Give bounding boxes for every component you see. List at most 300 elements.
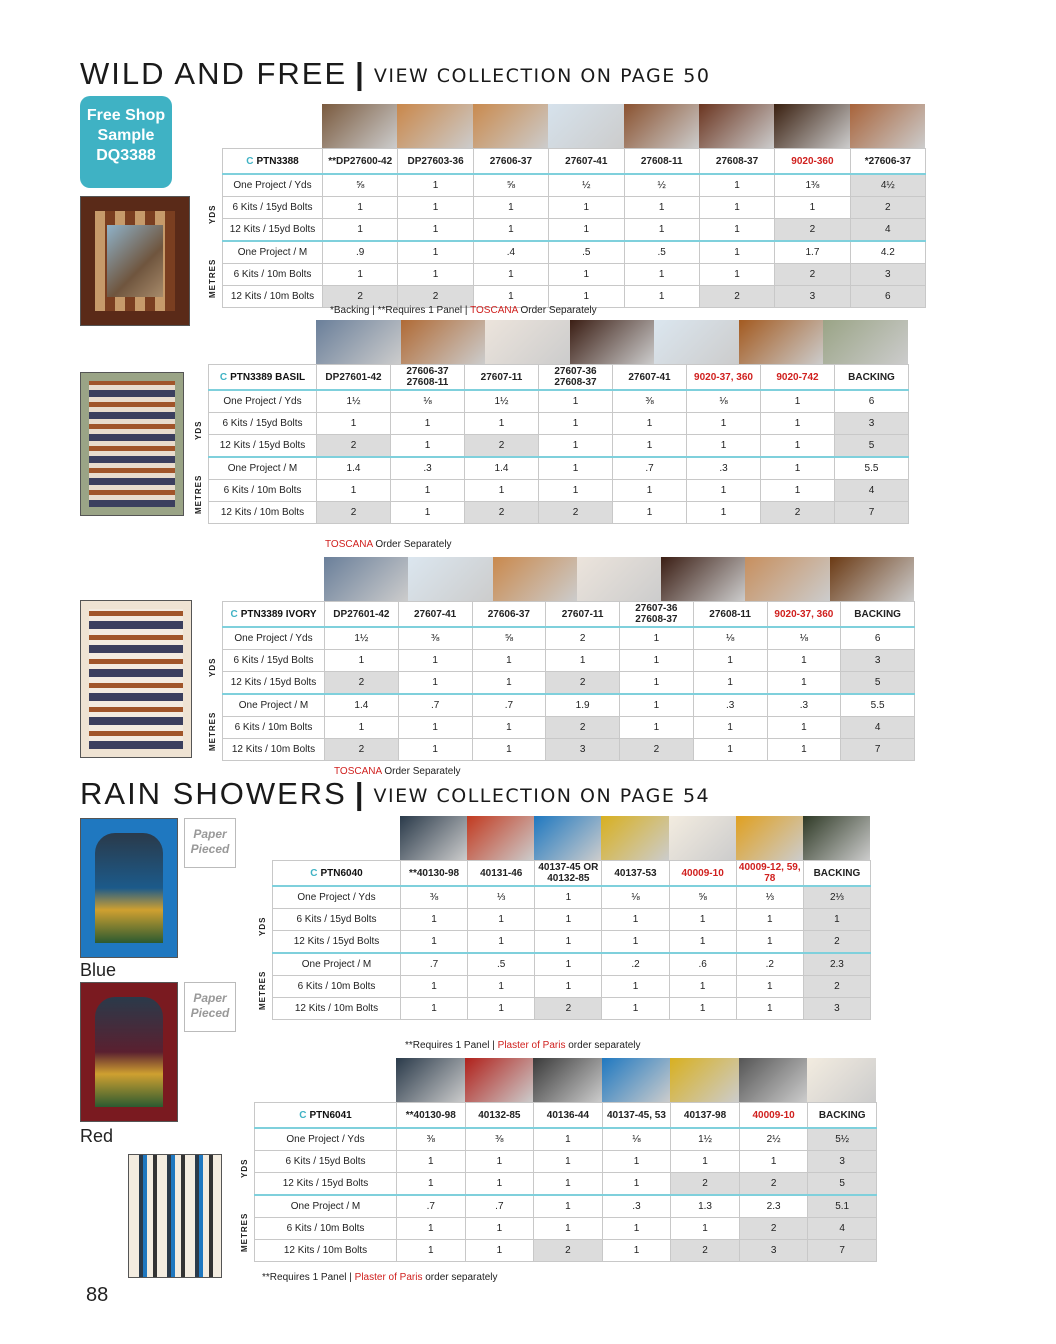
row-label: 6 Kits / 10m Bolts	[273, 976, 401, 998]
table-note: TOSCANA Order Separately	[325, 539, 452, 550]
fabric-sku-header: 40009-10	[739, 1103, 808, 1129]
row-label: 6 Kits / 15yd Bolts	[255, 1151, 397, 1173]
quantity-cell: 1	[613, 413, 687, 435]
fabric-swatch-strip	[316, 320, 908, 364]
quantity-cell: 1	[539, 413, 613, 435]
quantity-cell: 1	[539, 435, 613, 458]
fabric-sku-header: 27607-41	[398, 602, 472, 628]
quantity-cell: 1	[761, 413, 835, 435]
row-label: 12 Kits / 10m Bolts	[255, 1240, 397, 1262]
fabric-swatch	[807, 1058, 876, 1102]
quantity-cell: 1	[699, 241, 774, 264]
fabric-swatch	[534, 816, 601, 860]
quantity-cell: 1	[687, 502, 761, 524]
quantity-cell: ⅛	[693, 627, 767, 650]
row-label: 6 Kits / 15yd Bolts	[209, 413, 317, 435]
side-label-metres: METRES	[240, 1212, 249, 1252]
fabric-sku-header: DP27601-42	[317, 365, 391, 391]
quantity-cell: 1	[546, 650, 620, 672]
quilt-image-ptn6040-blue	[80, 818, 178, 958]
quantity-cell: 1	[391, 502, 465, 524]
quantity-cell: 1	[534, 1151, 603, 1173]
quantity-cell: 2	[317, 502, 391, 524]
quilt-image-ptn3388	[80, 196, 190, 326]
fabric-sku-header: 9020-37, 360	[687, 365, 761, 391]
fabric-sku-header: BACKING	[835, 365, 909, 391]
fabric-swatch	[493, 557, 577, 601]
quilt-image-ptn3389-ivory	[80, 600, 192, 758]
quantity-cell: 1.9	[546, 694, 620, 717]
fabric-swatch	[850, 104, 925, 148]
row-label: One Project / Yds	[255, 1128, 397, 1151]
quantity-cell: 5.5	[835, 457, 909, 480]
fabric-swatch	[397, 104, 472, 148]
quantity-cell: 2	[325, 739, 399, 761]
quantity-cell: 1.4	[317, 457, 391, 480]
quantity-cell: 1	[620, 650, 694, 672]
quantity-cell: 1	[391, 480, 465, 502]
quantity-cell: 1	[602, 909, 669, 931]
quantity-cell: 1	[669, 931, 736, 954]
quantity-cell: .3	[693, 694, 767, 717]
fabric-swatch	[699, 104, 774, 148]
side-label-metres: METRES	[208, 711, 217, 751]
quantity-cell: 5	[841, 672, 915, 695]
fabric-sku-header: 27607-11	[465, 365, 539, 391]
row-label: 6 Kits / 10m Bolts	[223, 264, 323, 286]
quantity-cell: 1	[699, 197, 774, 219]
quantity-cell: 3	[739, 1240, 808, 1262]
row-label: One Project / Yds	[223, 627, 325, 650]
quantity-cell: .7	[613, 457, 687, 480]
quantity-cell: 1	[472, 672, 546, 695]
quantity-cell: 1	[624, 264, 699, 286]
row-label: One Project / M	[209, 457, 317, 480]
quantity-cell: 1	[465, 480, 539, 502]
quantity-cell: 1	[398, 174, 473, 197]
quantity-cell: 5	[808, 1173, 877, 1196]
quantity-cell: 1	[398, 672, 472, 695]
quantity-cell: 1	[687, 480, 761, 502]
side-label-yds: YDS	[194, 420, 203, 440]
quantity-cell: 1	[391, 413, 465, 435]
quantity-cell: ⅛	[767, 627, 841, 650]
quantity-cell: .2	[602, 953, 669, 976]
fabric-sku-header: 27606-37	[472, 602, 546, 628]
paper-pieced-text: Pieced	[190, 1006, 230, 1020]
side-label-yds: YDS	[240, 1158, 249, 1178]
page-number: 88	[86, 1284, 109, 1306]
quantity-cell: 2	[850, 197, 925, 219]
quantity-cell: 1	[687, 413, 761, 435]
quantity-cell: 1	[535, 953, 602, 976]
paper-pieced-text: Paper	[193, 827, 227, 841]
fabric-swatch	[654, 320, 739, 364]
quantity-cell: 1	[398, 241, 473, 264]
quantity-cell: 2	[535, 998, 602, 1020]
quantity-cell: 1	[767, 717, 841, 739]
quantity-cell: 1	[401, 976, 468, 998]
row-label: 6 Kits / 10m Bolts	[223, 717, 325, 739]
quantity-cell: 1	[693, 650, 767, 672]
quantity-cell: 2	[534, 1240, 603, 1262]
fabric-swatch	[736, 816, 803, 860]
fabric-sku-header: 40137-98	[671, 1103, 740, 1129]
quantity-cell: .6	[669, 953, 736, 976]
quantity-cell: 1	[602, 998, 669, 1020]
quantity-cell: 1	[669, 976, 736, 998]
quantity-cell: ⅜	[398, 627, 472, 650]
quantity-cell: 2⅓	[803, 886, 870, 909]
quantity-cell: 5½	[808, 1128, 877, 1151]
side-label-metres: METRES	[258, 970, 267, 1010]
pattern-number: C PTN3388	[223, 149, 323, 175]
badge-line: DQ3388	[96, 147, 156, 164]
fabric-swatch	[396, 1058, 465, 1102]
fabric-swatch	[745, 557, 829, 601]
quantity-cell: 2	[803, 931, 870, 954]
quantity-cell: 1	[468, 909, 535, 931]
quantity-cell: 1	[398, 264, 473, 286]
quantity-cell: 1	[472, 739, 546, 761]
quantity-cell: 1	[620, 672, 694, 695]
quantity-cell: 2	[620, 739, 694, 761]
quilt-image-ptn6040-red	[80, 982, 178, 1122]
quantity-cell: 2	[323, 286, 398, 308]
fabric-swatch	[830, 557, 914, 601]
quantity-cell: 2	[761, 502, 835, 524]
quantity-cell: 1	[624, 286, 699, 308]
section-title-wild-and-free: WILD AND FREE | VIEW COLLECTION ON PAGE 50	[80, 56, 711, 91]
quantity-cell: 2	[325, 672, 399, 695]
quantity-cell: 3	[841, 650, 915, 672]
quantity-cell: 4.2	[850, 241, 925, 264]
side-label-metres: METRES	[194, 474, 203, 514]
view-collection-link[interactable]: VIEW COLLECTION ON PAGE 54	[373, 784, 711, 807]
quantity-cell: 1	[602, 1151, 671, 1173]
quantity-cell: 1½	[465, 390, 539, 413]
section-title-rain-showers: RAIN SHOWERS | VIEW COLLECTION ON PAGE 54	[80, 776, 711, 811]
quantity-cell: 1	[549, 197, 624, 219]
quantity-cell: ⅝	[473, 174, 548, 197]
quantity-cell: 1	[398, 650, 472, 672]
row-label: 6 Kits / 15yd Bolts	[223, 197, 323, 219]
quantity-cell: 3	[546, 739, 620, 761]
quantity-cell: 1	[775, 197, 850, 219]
quantity-cell: 2	[465, 435, 539, 458]
paper-pieced-text: Paper	[193, 991, 227, 1005]
quantity-cell: 1	[398, 197, 473, 219]
quantity-cell: 2½	[739, 1128, 808, 1151]
quantity-cell: 1	[620, 694, 694, 717]
row-label: 6 Kits / 15yd Bolts	[273, 909, 401, 931]
quantity-cell: 1.3	[671, 1195, 740, 1218]
quantity-cell: .4	[473, 241, 548, 264]
row-label: 12 Kits / 15yd Bolts	[255, 1173, 397, 1196]
fabric-sku-header: 9020-37, 360	[767, 602, 841, 628]
quantity-cell: 1	[468, 976, 535, 998]
quantity-cell: .3	[767, 694, 841, 717]
quantity-cell: .7	[465, 1195, 534, 1218]
fabric-sku-header: 40137-45, 53	[602, 1103, 671, 1129]
quantity-cell: 1	[465, 413, 539, 435]
quantity-cell: ⅜	[401, 886, 468, 909]
quantity-cell: 1	[602, 931, 669, 954]
quantity-cell: 1	[323, 197, 398, 219]
fabric-swatch-strip	[322, 104, 925, 148]
fabric-sku-header: BACKING	[803, 861, 870, 887]
quantity-cell: 2	[317, 435, 391, 458]
fabric-swatch	[548, 104, 623, 148]
quantity-cell: 5.5	[841, 694, 915, 717]
quantity-cell: 5.1	[808, 1195, 877, 1218]
free-shop-sample-badge	[80, 96, 172, 188]
quantity-cell: .5	[549, 241, 624, 264]
row-label: 12 Kits / 15yd Bolts	[223, 672, 325, 695]
fabric-swatch	[577, 557, 661, 601]
quantity-cell: 1	[465, 1151, 534, 1173]
quantity-cell: 1.4	[465, 457, 539, 480]
quantity-cell: ⅝	[323, 174, 398, 197]
pattern-number: C PTN3389 BASIL	[209, 365, 317, 391]
quantity-cell: .2	[736, 953, 803, 976]
table-note: **Requires 1 Panel | Plaster of Paris order separately	[262, 1272, 498, 1283]
quantity-cell: ⅛	[602, 886, 669, 909]
pattern-number: C PTN3389 IVORY	[223, 602, 325, 628]
quantity-cell: 6	[850, 286, 925, 308]
quantity-cell: 5	[835, 435, 909, 458]
quantity-cell: 1	[539, 457, 613, 480]
side-label-metres: METRES	[208, 258, 217, 298]
quantity-cell: 1	[736, 976, 803, 998]
quantity-cell: ⅜	[397, 1128, 466, 1151]
quantity-cell: 1	[761, 435, 835, 458]
quantity-cell: 3	[808, 1151, 877, 1173]
quantity-cell: 2	[775, 264, 850, 286]
side-label-yds: YDS	[208, 657, 217, 677]
row-label: One Project / M	[223, 241, 323, 264]
fabric-swatch-strip	[396, 1058, 876, 1102]
fabric-sku-header: *27606-37	[850, 149, 925, 175]
quantity-cell: 1	[624, 197, 699, 219]
yardage-table-ptn6040	[258, 816, 871, 1020]
fabric-swatch	[823, 320, 908, 364]
row-label: 6 Kits / 10m Bolts	[209, 480, 317, 502]
quantity-cell: 3	[835, 413, 909, 435]
quantity-cell: 1	[398, 739, 472, 761]
quantity-cell: 1	[739, 1151, 808, 1173]
quantity-cell: 1	[699, 174, 774, 197]
quantity-cell: 1	[761, 457, 835, 480]
quantity-cell: 1	[472, 650, 546, 672]
quantity-cell: .7	[398, 694, 472, 717]
quilt-image-ptn3389-basil	[80, 372, 184, 516]
quantity-cell: ½	[624, 174, 699, 197]
quantity-cell: 1	[534, 1173, 603, 1196]
fabric-swatch	[739, 1058, 808, 1102]
quantity-cell: 1	[699, 264, 774, 286]
row-label: 12 Kits / 10m Bolts	[273, 998, 401, 1020]
quantity-cell: .7	[472, 694, 546, 717]
quantity-cell: 2.3	[739, 1195, 808, 1218]
row-label: One Project / M	[255, 1195, 397, 1218]
quantity-cell: 1	[465, 1240, 534, 1262]
colorway-label-blue: Blue	[80, 960, 117, 980]
quantity-cell: 1	[468, 931, 535, 954]
fabric-swatch	[624, 104, 699, 148]
quantity-cell: 1	[323, 219, 398, 242]
fabric-swatch	[485, 320, 570, 364]
quantity-cell: 1.7	[775, 241, 850, 264]
quantity-cell: 1½	[317, 390, 391, 413]
quantity-cell: 1	[534, 1218, 603, 1240]
quantity-cell: ⅜	[613, 390, 687, 413]
view-collection-link[interactable]: VIEW COLLECTION ON PAGE 50	[373, 64, 711, 87]
quantity-cell: 2	[671, 1173, 740, 1196]
quantity-cell: ⅓	[468, 886, 535, 909]
quantity-cell: 1	[736, 998, 803, 1020]
quantity-cell: 1	[539, 390, 613, 413]
quantity-cell: 1	[534, 1195, 603, 1218]
quantity-cell: ½	[549, 174, 624, 197]
quantity-cell: 1	[468, 998, 535, 1020]
quantity-cell: 1	[669, 998, 736, 1020]
fabric-swatch	[670, 1058, 739, 1102]
quantity-cell: 1	[549, 264, 624, 286]
quantity-cell: 1	[620, 717, 694, 739]
fabric-swatch	[739, 320, 824, 364]
fabric-swatch-strip	[324, 557, 914, 601]
fabric-sku-header: 27606-37 27608-11	[391, 365, 465, 391]
side-label-yds: YDS	[208, 204, 217, 224]
quantity-cell: 1⅜	[775, 174, 850, 197]
fabric-swatch	[401, 320, 486, 364]
quantity-cell: 1	[693, 739, 767, 761]
pattern-number: C PTN6041	[255, 1103, 397, 1129]
fabric-sku-header: **40130-98	[401, 861, 468, 887]
fabric-sku-header: 9020-742	[761, 365, 835, 391]
quantity-cell: 2	[546, 627, 620, 650]
quantity-cell: 1	[671, 1151, 740, 1173]
row-label: One Project / Yds	[223, 174, 323, 197]
quantity-cell: 1½	[671, 1128, 740, 1151]
fabric-swatch	[316, 320, 401, 364]
quantity-cell: 4	[841, 717, 915, 739]
fabric-swatch	[400, 816, 467, 860]
fabric-sku-header: 27607-36 27608-37	[539, 365, 613, 391]
fabric-sku-header: 40132-85	[465, 1103, 534, 1129]
quantity-cell: 1	[472, 717, 546, 739]
badge-line: Free Shop	[86, 107, 166, 124]
quantity-cell: 3	[775, 286, 850, 308]
quantity-cell: 1	[317, 413, 391, 435]
quantity-cell: .9	[323, 241, 398, 264]
quantity-cell: 1	[473, 286, 548, 308]
fabric-swatch	[601, 816, 668, 860]
quantity-cell: 1	[534, 1128, 603, 1151]
quantity-cell: 6	[835, 390, 909, 413]
quantity-cell: 1	[613, 480, 687, 502]
row-label: One Project / M	[273, 953, 401, 976]
row-label: One Project / Yds	[209, 390, 317, 413]
section-title-text: WILD AND FREE	[80, 56, 348, 91]
quantity-cell: 1	[767, 650, 841, 672]
fabric-swatch	[324, 557, 408, 601]
fabric-sku-header: DP27603-36	[398, 149, 473, 175]
fabric-sku-header: BACKING	[841, 602, 915, 628]
fabric-sku-header: 40131-46	[468, 861, 535, 887]
pattern-number: C PTN6040	[273, 861, 401, 887]
quantity-cell: 1	[539, 480, 613, 502]
fabric-sku-header: **DP27600-42	[323, 149, 398, 175]
quantity-cell: 1	[693, 717, 767, 739]
quantity-cell: 1	[602, 1173, 671, 1196]
quantity-cell: 2	[803, 976, 870, 998]
quantity-cell: 1	[803, 909, 870, 931]
quantity-cell: 1	[465, 1173, 534, 1196]
fabric-sku-header: 27606-37	[473, 149, 548, 175]
quantity-cell: .3	[602, 1195, 671, 1218]
row-label: One Project / Yds	[273, 886, 401, 909]
fabric-sku-header: 27607-41	[549, 149, 624, 175]
row-label: 6 Kits / 10m Bolts	[255, 1218, 397, 1240]
fabric-sku-header: DP27601-42	[325, 602, 399, 628]
quantity-cell: ⅝	[472, 627, 546, 650]
quantity-cell: 4	[808, 1218, 877, 1240]
quantity-cell: .3	[687, 457, 761, 480]
quantity-cell: 1	[397, 1240, 466, 1262]
fabric-swatch	[774, 104, 849, 148]
quantity-cell: 1	[398, 219, 473, 242]
quantity-cell: 1	[736, 909, 803, 931]
fabric-swatch	[473, 104, 548, 148]
fabric-sku-header: BACKING	[808, 1103, 877, 1129]
quantity-cell: 1	[767, 739, 841, 761]
yardage-table-ptn3388	[208, 104, 926, 308]
quantity-cell: 1	[687, 435, 761, 458]
quantity-cell: 1	[613, 435, 687, 458]
fabric-sku-header: 27608-37	[699, 149, 774, 175]
fabric-swatch	[669, 816, 736, 860]
paper-pieced-badge	[184, 818, 236, 868]
quantity-cell: ⅝	[669, 886, 736, 909]
row-label: 12 Kits / 10m Bolts	[209, 502, 317, 524]
quantity-cell: 7	[841, 739, 915, 761]
yardage-table-ptn6041	[240, 1058, 877, 1262]
quantity-cell: ⅛	[687, 390, 761, 413]
colorway-label-red: Red	[80, 1126, 114, 1146]
quantity-cell: 2	[739, 1218, 808, 1240]
row-label: 12 Kits / 15yd Bolts	[273, 931, 401, 954]
quantity-cell: .3	[391, 457, 465, 480]
badge-line: Sample	[97, 127, 155, 144]
fabric-swatch	[467, 816, 534, 860]
quantity-cell: 1	[401, 909, 468, 931]
fabric-swatch-strip	[400, 816, 870, 860]
quantity-cell: 1	[624, 219, 699, 242]
quantity-cell: 2	[465, 502, 539, 524]
fabric-swatch	[570, 320, 655, 364]
quantity-cell: .7	[401, 953, 468, 976]
quantity-cell: 3	[803, 998, 870, 1020]
quantity-cell: 1	[325, 650, 399, 672]
quantity-cell: 1	[397, 1218, 466, 1240]
fabric-sku-header: 27607-36 27608-37	[620, 602, 694, 628]
quantity-cell: 1	[535, 976, 602, 998]
quantity-cell: 2	[699, 286, 774, 308]
table-note: **Requires 1 Panel | Plaster of Paris order separately	[405, 1040, 641, 1051]
quantity-cell: 1	[671, 1218, 740, 1240]
